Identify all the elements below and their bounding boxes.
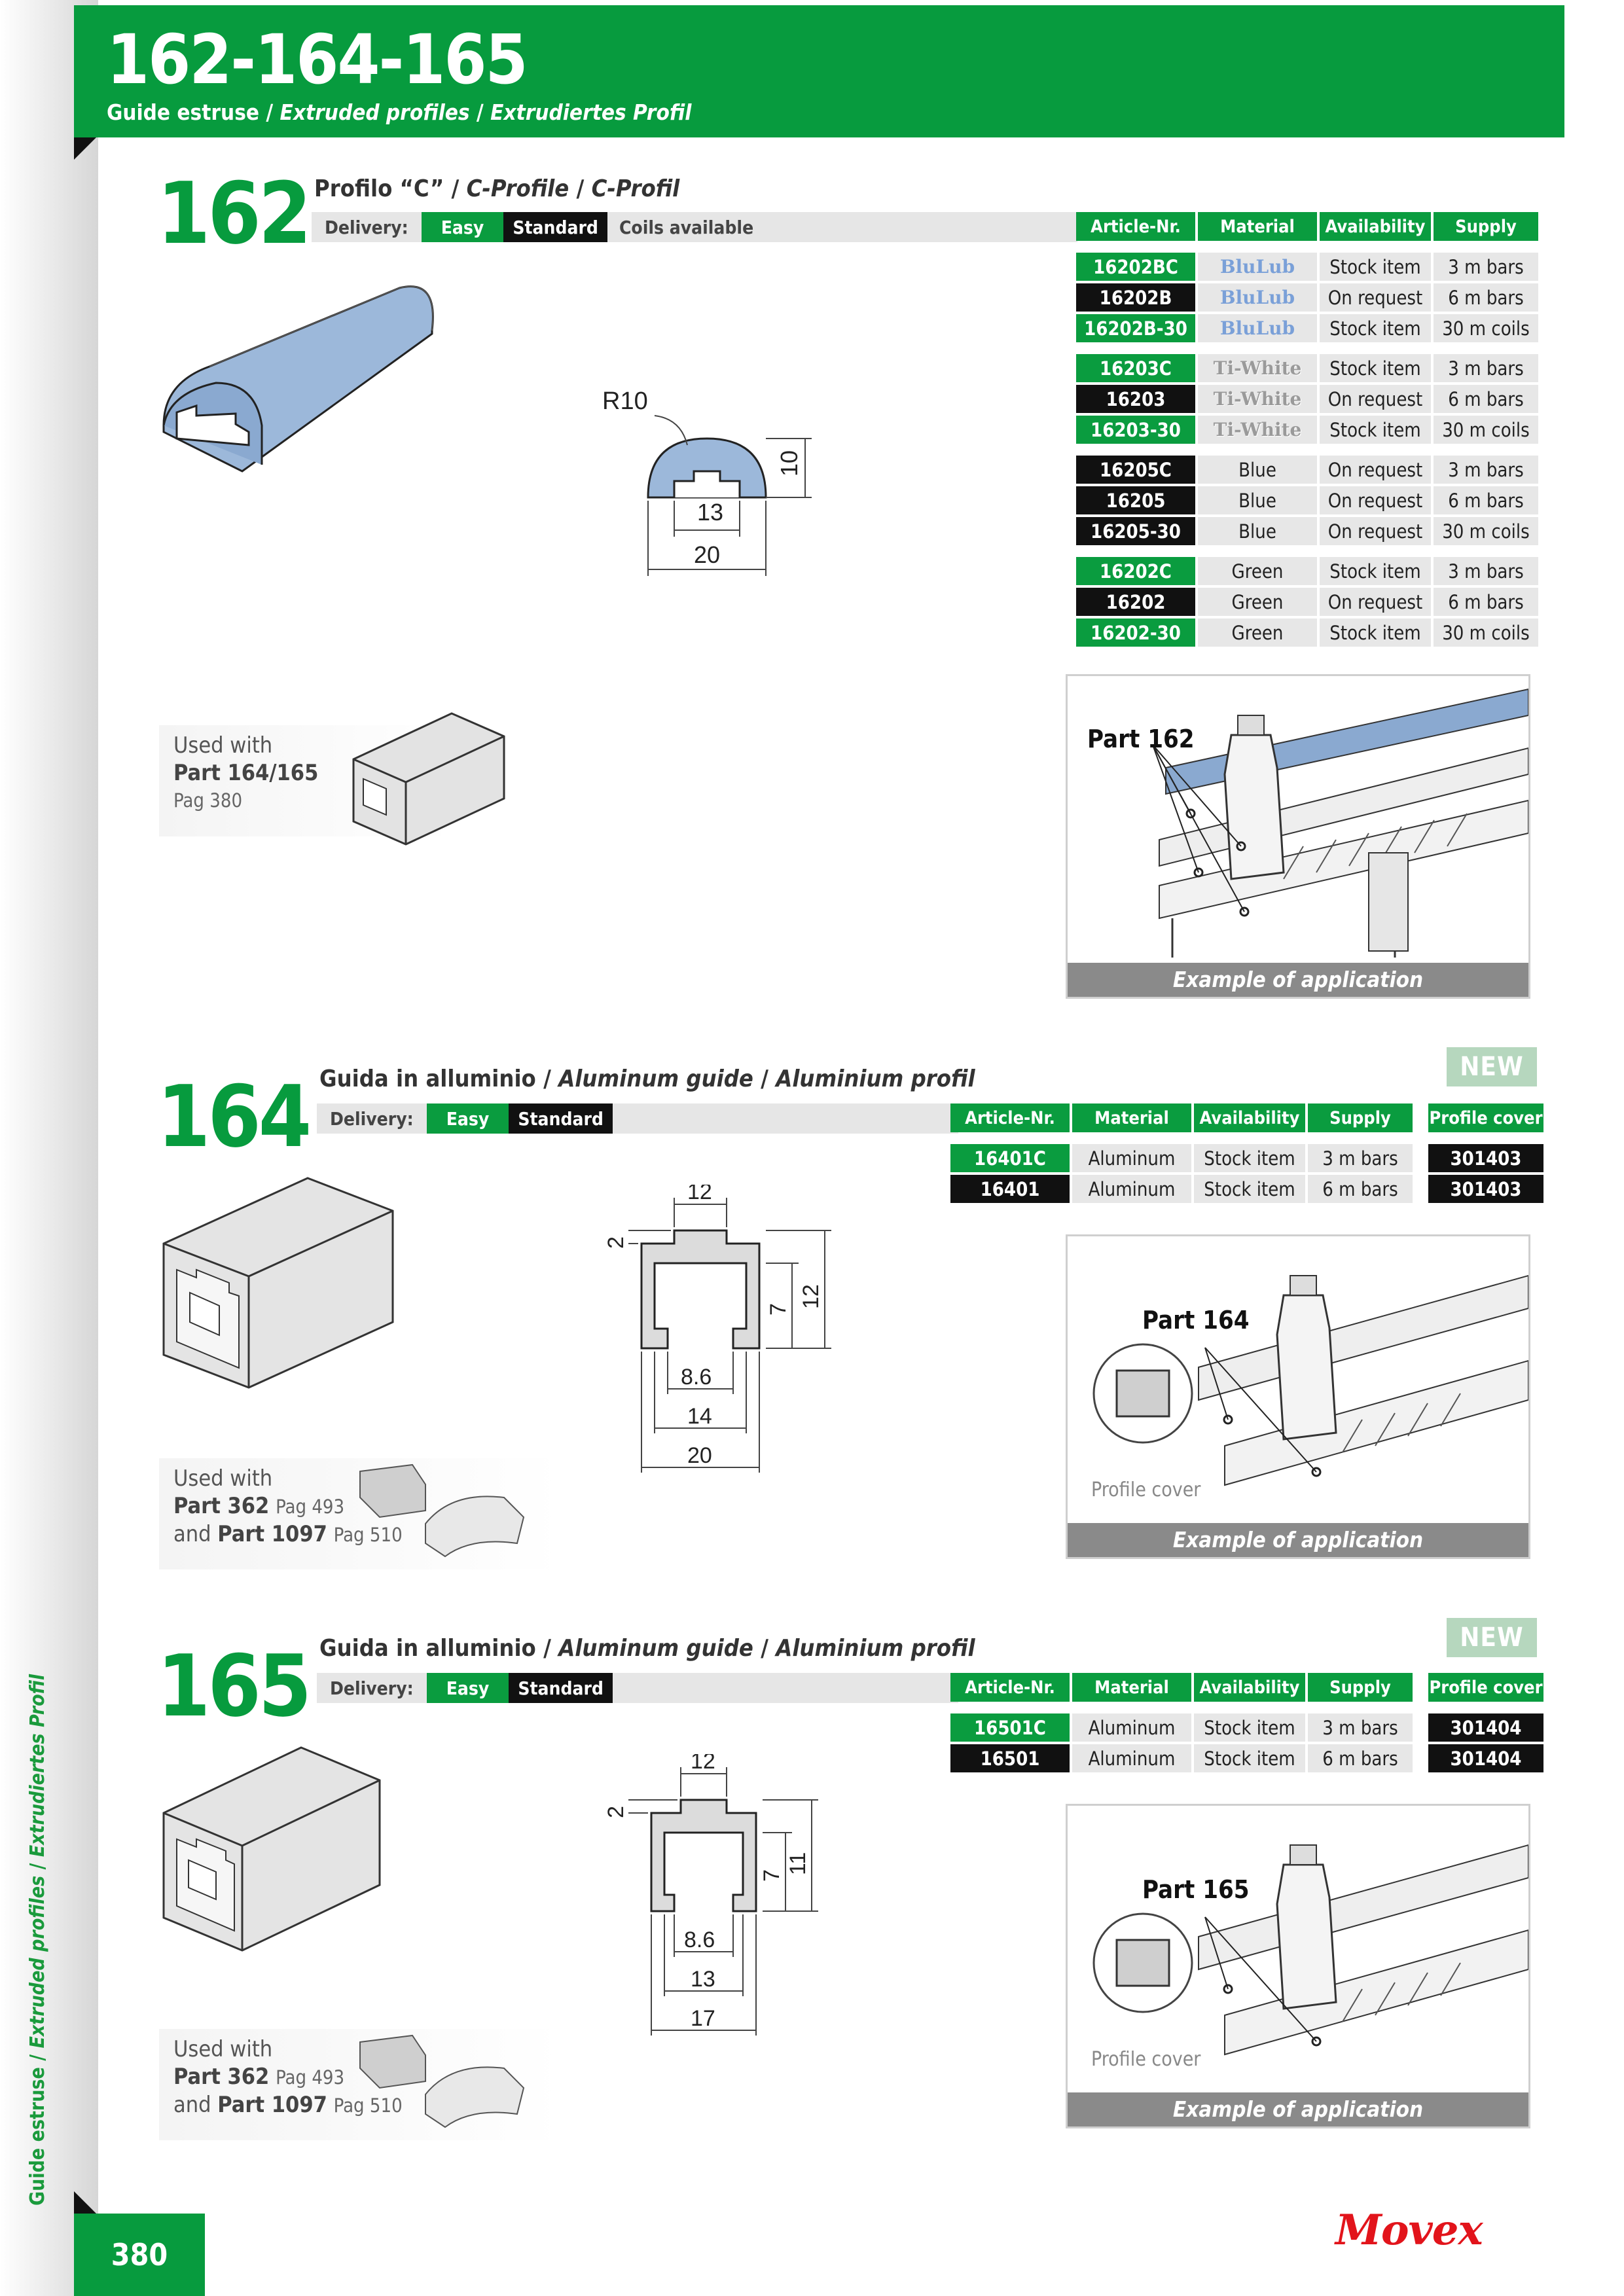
dim-width: 20	[687, 1443, 712, 1468]
col-material: Material	[1198, 212, 1317, 241]
page-number-notch	[74, 2191, 96, 2214]
section-title-162: Profilo “C” / C-Profile / C-Profil	[314, 175, 680, 202]
table-row: 16501C Aluminum Stock item 3 m bars 301404	[950, 1713, 1543, 1742]
dim-inner: 13	[697, 499, 724, 526]
dim-radius: R10	[602, 387, 648, 415]
section-number-162: 162	[157, 164, 310, 263]
application-image-162	[1066, 674, 1530, 999]
profile-165-dimension-drawing	[589, 1754, 903, 2055]
application-part-label-162: Part 162	[1087, 725, 1195, 753]
dim-height: 10	[776, 450, 803, 476]
col-material: Material	[1072, 1103, 1191, 1132]
col-profile-cover: Profile cover	[1428, 1103, 1543, 1132]
col-article: Article-Nr.	[1076, 212, 1195, 241]
article-table-164	[948, 1101, 1546, 1206]
used-with-162-illustration	[340, 700, 517, 851]
dim-lip: 2	[604, 1806, 628, 1818]
dim-width: 20	[694, 541, 721, 568]
delivery-label: Delivery:	[330, 1107, 414, 1130]
col-availability: Availability	[1320, 212, 1431, 241]
delivery-standard: Standard	[509, 1103, 613, 1134]
sidebar-category-label: Guide estruse / Extruded profiles / Extrudiertes Profil	[26, 1674, 49, 2206]
dim-lip: 2	[604, 1236, 628, 1249]
dim-height: 11	[785, 1852, 810, 1875]
delivery-label: Delivery:	[325, 216, 408, 238]
col-supply: Supply	[1308, 1103, 1413, 1132]
application-drawing-164	[1068, 1236, 1528, 1518]
header-notch	[74, 137, 96, 160]
table-row: 16205C Blue On request 3 m bars	[1076, 456, 1538, 484]
used-with-165-illustration	[353, 2029, 537, 2134]
application-image-164	[1066, 1234, 1530, 1559]
application-part-label-165: Part 165	[1142, 1875, 1250, 1904]
delivery-bar-162	[312, 212, 1077, 242]
table-header-row	[1076, 212, 1538, 241]
application-drawing-165	[1068, 1806, 1528, 2087]
application-part-label-164: Part 164	[1142, 1306, 1250, 1335]
profile-165-3d-illustration	[157, 1741, 393, 1957]
article-table-165	[948, 1670, 1546, 1775]
dim-slot: 8.6	[681, 1365, 712, 1390]
application-image-165	[1066, 1804, 1530, 2128]
col-article: Article-Nr.	[950, 1673, 1070, 1702]
delivery-standard: Standard	[503, 212, 607, 242]
used-with-162: Used with Part 164/165 Pag 380	[159, 725, 450, 836]
dim-width: 17	[691, 2006, 715, 2031]
new-badge-164: NEW	[1447, 1047, 1537, 1086]
col-article: Article-Nr.	[950, 1103, 1070, 1132]
delivery-easy: Easy	[422, 212, 504, 242]
table-row: 16501 Aluminum Stock item 6 m bars 301404	[950, 1744, 1543, 1772]
delivery-bar-165	[317, 1673, 958, 1703]
dim-top: 12	[687, 1185, 712, 1204]
delivery-standard: Standard	[509, 1673, 613, 1703]
table-row: 16401C Aluminum Stock item 3 m bars 301403	[950, 1144, 1543, 1172]
profile-cover-label-164: Profile cover	[1091, 1479, 1201, 1501]
movex-logo: Movex	[1335, 2206, 1483, 2255]
table-row: 16205-30 Blue On request 30 m coils	[1076, 517, 1538, 545]
profile-164-3d-illustration	[157, 1172, 406, 1394]
profile-162-dimension-drawing	[589, 373, 851, 589]
table-header-row	[950, 1673, 1543, 1702]
table-row: 16202B-30 BluLub Stock item 30 m coils	[1076, 314, 1538, 342]
col-profile-cover: Profile cover	[1428, 1673, 1543, 1702]
application-drawing-162	[1068, 676, 1528, 958]
delivery-bar-164	[317, 1103, 958, 1134]
delivery-label: Delivery:	[330, 1677, 414, 1699]
application-caption-165: Example of application	[1068, 2092, 1528, 2126]
table-row: 16202-30 Green Stock item 30 m coils	[1076, 619, 1538, 647]
article-table-162	[1074, 209, 1541, 649]
col-supply: Supply	[1308, 1673, 1413, 1702]
application-caption-162: Example of application	[1068, 963, 1528, 997]
page-margin-strip	[0, 0, 98, 2296]
dim-inner-height: 7	[766, 1303, 791, 1316]
new-badge-165: NEW	[1447, 1618, 1537, 1657]
col-availability: Availability	[1194, 1103, 1305, 1132]
used-with-165: Used with Part 362 Pag 493 and Part 1097 Pag 510	[159, 2029, 561, 2140]
table-row: 16202BC BluLub Stock item 3 m bars	[1076, 253, 1538, 281]
section-title-164: Guida in alluminio / Aluminum guide / Aluminium profil	[319, 1066, 975, 1092]
page-title: 162-164-165	[107, 20, 527, 99]
profile-164-dimension-drawing	[589, 1185, 903, 1486]
used-with-164-illustration	[353, 1458, 537, 1563]
delivery-easy: Easy	[427, 1103, 509, 1134]
dim-height: 12	[799, 1284, 823, 1309]
section-number-165: 165	[157, 1636, 310, 1736]
dim-inner-width: 14	[687, 1404, 712, 1429]
table-row: 16202B BluLub On request 6 m bars	[1076, 283, 1538, 312]
profile-162-3d-illustration	[151, 275, 458, 491]
application-caption-164: Example of application	[1068, 1523, 1528, 1557]
delivery-easy: Easy	[427, 1673, 509, 1703]
table-row: 16202 Green On request 6 m bars	[1076, 588, 1538, 616]
dim-inner-height: 7	[759, 1869, 784, 1882]
dim-top: 12	[691, 1754, 715, 1774]
dim-inner-width: 13	[691, 1967, 715, 1992]
profile-cover-label-165: Profile cover	[1091, 2048, 1201, 2071]
table-row: 16203-30 Ti-White Stock item 30 m coils	[1076, 416, 1538, 444]
table-header-row	[950, 1103, 1543, 1132]
table-row: 16202C Green Stock item 3 m bars	[1076, 557, 1538, 585]
table-row: 16203C Ti-White Stock item 3 m bars	[1076, 354, 1538, 382]
used-with-164: Used with Part 362 Pag 493 and Part 1097 Pag 510	[159, 1458, 561, 1570]
page-number: 380	[74, 2214, 205, 2296]
table-row: 16401 Aluminum Stock item 6 m bars 301403	[950, 1175, 1543, 1203]
table-row: 16205 Blue On request 6 m bars	[1076, 486, 1538, 514]
section-number-164: 164	[157, 1067, 310, 1166]
page-subtitle: Guide estruse / Extruded profiles / Extrudiertes Profil	[107, 99, 692, 125]
section-title-165: Guida in alluminio / Aluminum guide / Aluminium profil	[319, 1635, 975, 1662]
table-row: 16203 Ti-White On request 6 m bars	[1076, 385, 1538, 413]
delivery-note: Coils available	[619, 216, 754, 238]
col-supply: Supply	[1434, 212, 1538, 241]
col-availability: Availability	[1194, 1673, 1305, 1702]
col-material: Material	[1072, 1673, 1191, 1702]
dim-slot: 8.6	[684, 1928, 715, 1952]
